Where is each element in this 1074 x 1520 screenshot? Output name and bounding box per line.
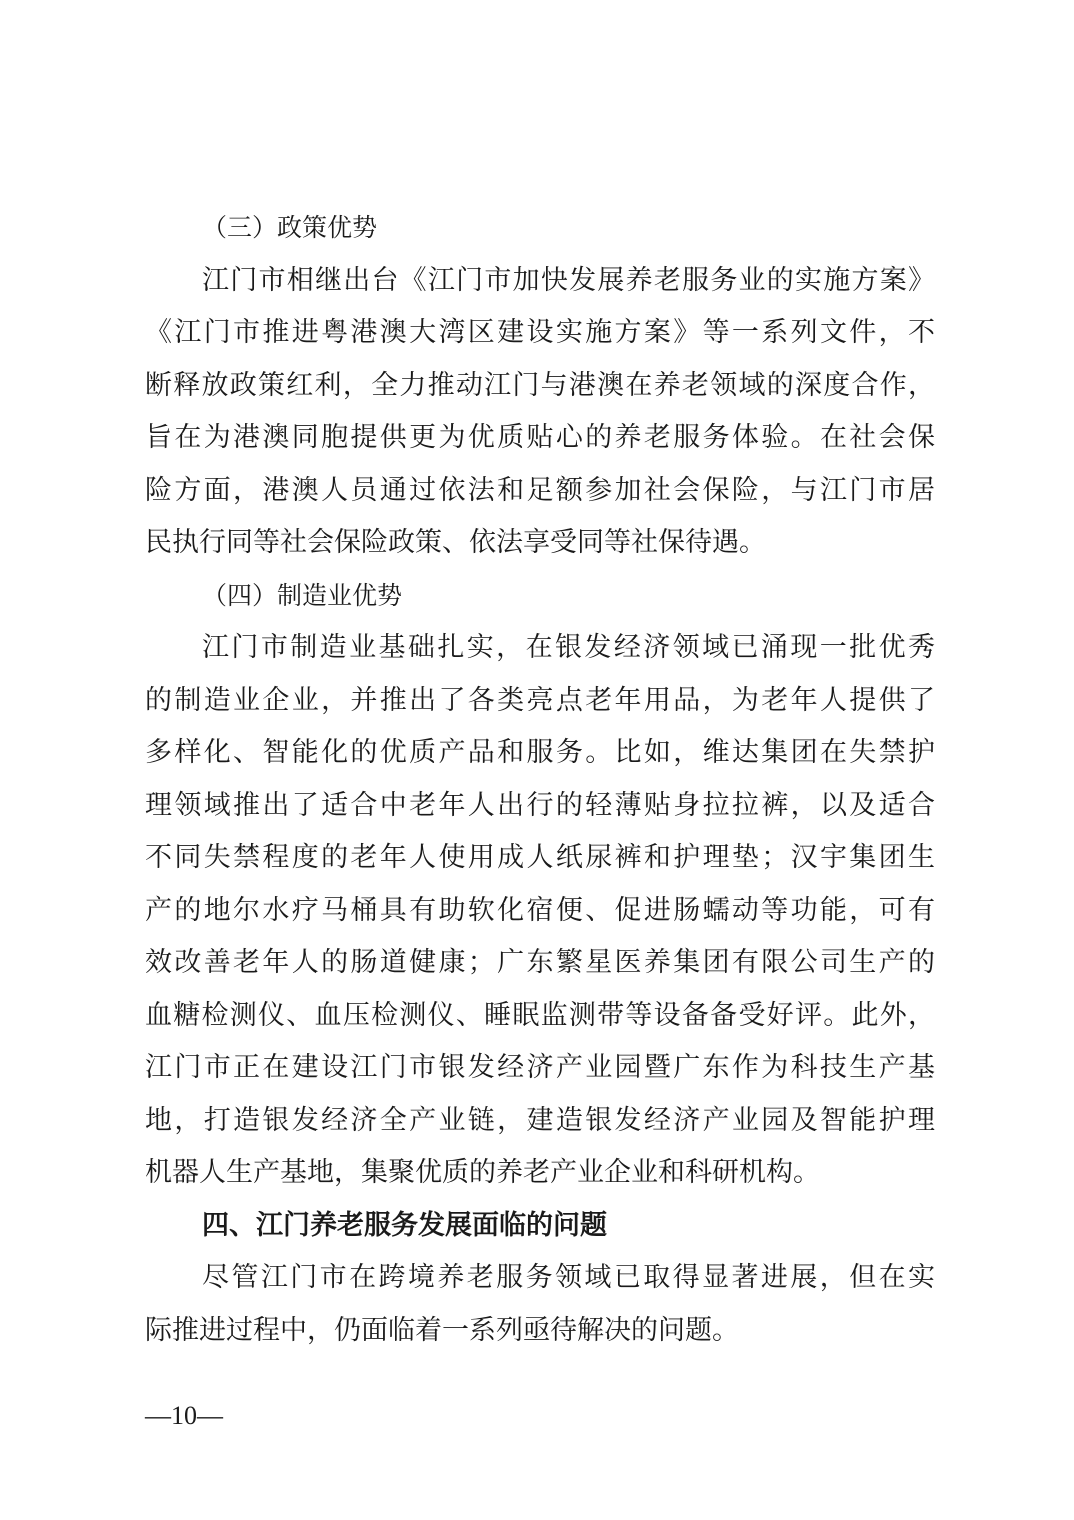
paragraph-line: 血糖检测仪、血压检测仪、睡眠监测带等设备备受好评。此外， — [145, 999, 935, 1031]
paragraph-line: 理领域推出了适合中老年人出行的轻薄贴身拉拉裤，以及适合 — [145, 789, 935, 821]
paragraph-line: 民执行同等社会保险政策、依法享受同等社保待遇。 — [145, 527, 766, 558]
paragraph-line: 的制造业企业，并推出了各类亮点老年用品，为老年人提供了 — [145, 684, 935, 716]
paragraph-line: 旨在为港澳同胞提供更为优质贴心的养老服务体验。在社会保 — [145, 422, 935, 453]
section-heading-policy: （三）政策优势 — [202, 213, 378, 242]
paragraph-line: 险方面，港澳人员通过依法和足额参加社会保险，与江门市居 — [145, 474, 935, 506]
paragraph-line: 江门市相继出台《江门市加快发展养老服务业的实施方案》 — [202, 264, 935, 296]
paragraph-line: 不同失禁程度的老年人使用成人纸尿裤和护理垫；汉宇集团生 — [145, 842, 935, 873]
paragraph-line: 《江门市推进粤港澳大湾区建设实施方案》等一系列文件，不 — [145, 317, 935, 348]
paragraph-line: 际推进过程中，仍面临着一系列亟待解决的问题。 — [145, 1314, 739, 1346]
page-number: —10— — [145, 1401, 223, 1430]
paragraph-line: 产的地尔水疗马桶具有助软化宿便、促进肠蠕动等功能，可有 — [145, 894, 935, 926]
paragraph-line: 江门市制造业基础扎实，在银发经济领域已涌现一批优秀 — [202, 632, 935, 663]
section-heading-manufacturing: （四）制造业优势 — [202, 580, 403, 610]
paragraph-line: 江门市正在建设江门市银发经济产业园暨广东作为科技生产基 — [145, 1052, 935, 1083]
paragraph-line: 多样化、智能化的优质产品和服务。比如，维达集团在失禁护 — [145, 737, 935, 768]
paragraph-line: 尽管江门市在跨境养老服务领域已取得显著进展，但在实 — [202, 1262, 935, 1293]
chapter-heading-problems: 四、江门养老服务发展面临的问题 — [202, 1209, 607, 1241]
paragraph-line: 断释放政策红利，全力推动江门与港澳在养老领域的深度合作， — [145, 369, 935, 401]
document-body — [145, 202, 935, 1357]
paragraph-line: 地，打造银发经济全产业链，建造银发经济产业园及智能护理 — [145, 1104, 935, 1136]
paragraph-line: 效改善老年人的肠道健康；广东繁星医养集团有限公司生产的 — [145, 947, 935, 978]
paragraph-line: 机器人生产基地，集聚优质的养老产业企业和科研机构。 — [145, 1157, 820, 1188]
